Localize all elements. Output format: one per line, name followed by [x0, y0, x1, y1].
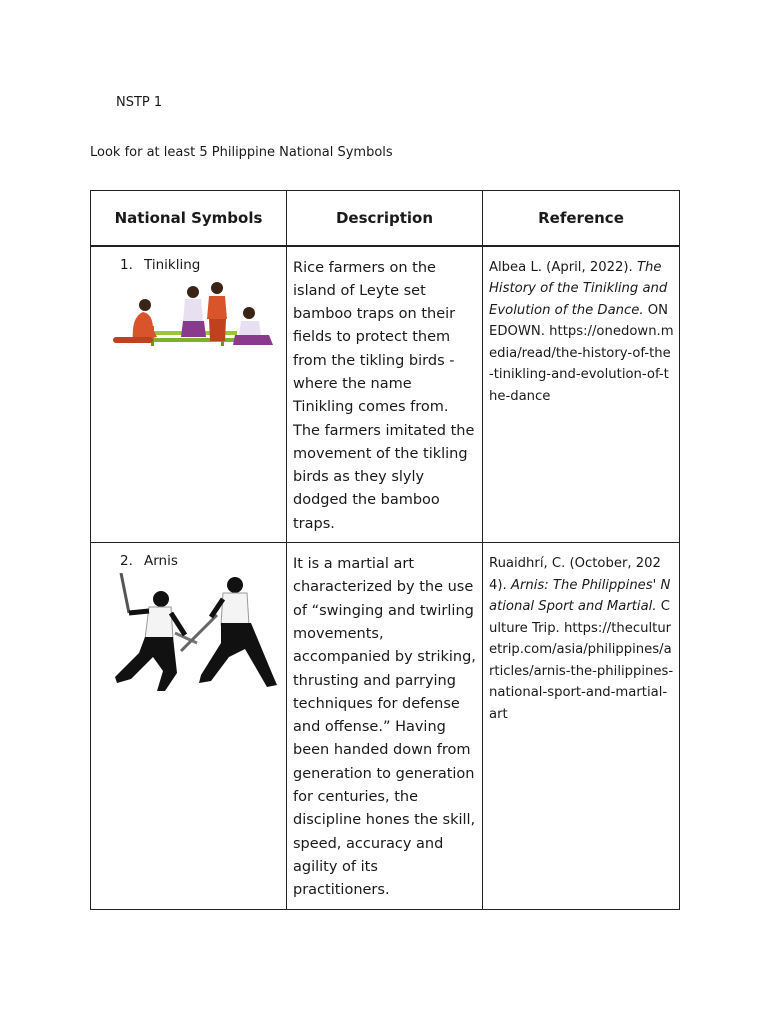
reference-author: Albea L. (April, 2022).: [489, 259, 637, 275]
arnis-fighters-illustration: [99, 573, 281, 703]
table-row: [91, 246, 680, 543]
symbol-cell: [91, 246, 287, 543]
reference-title: Arnis: [510, 577, 545, 593]
symbol-label: [91, 553, 280, 569]
symbol-cell: [91, 543, 287, 909]
tinikling-dancers-illustration: [109, 279, 274, 359]
description-cell: Rice farmers on the island of Leyte set bamboo traps on their fields to protect them from the tikling birds - where the name Tinikling comes from. The farmers imitated the movement of the tikling birds as they slyly dodged the bamboo traps.: [287, 246, 483, 543]
reference-cell: [483, 543, 680, 909]
table-header-row: [91, 191, 680, 246]
column-header-reference: Reference: [483, 191, 680, 246]
reference-publisher: ONEDOWN.: [489, 302, 669, 339]
reference-publisher: Culture Trip.: [489, 599, 670, 636]
instruction-text: Look for at least 5 Philippine National Symbols: [90, 145, 393, 160]
table-row: [91, 543, 680, 909]
symbol-number: 1.: [120, 256, 133, 273]
reference-url[interactable]: https://onedown.media/read/the-history-of-the-tinikling-and-evolution-of-the-dance: [489, 324, 674, 404]
column-header-symbols: National Symbols: [91, 191, 287, 246]
reference-title: The History of the Tinikling and Evolution of the Dance.: [489, 259, 668, 318]
national-symbols-table: [90, 190, 680, 910]
reference-author: Ruaidhrí, C. (October, 2024).: [489, 556, 661, 593]
symbol-name: Arnis: [144, 553, 178, 570]
symbol-label: [91, 257, 280, 273]
description-cell: It is a martial art characterized by the use of “swinging and twirling movements, accompanied by striking, thrusting and parrying techniques for defense and offense.” Having been handed down from generation to generation for centuries, the discipline hones the skill, speed, accuracy and agility of its practitioners.: [287, 543, 483, 909]
course-label: NSTP 1: [116, 95, 163, 110]
reference-cell: [483, 246, 680, 543]
reference-title-rest: : The Philippines' National Sport and Martial.: [489, 577, 671, 615]
column-header-description: Description: [287, 191, 483, 246]
symbol-number: 2.: [120, 553, 133, 570]
symbol-name: Tinikling: [144, 256, 201, 273]
reference-url[interactable]: https://theculturetrip.com/asia/philippines/articles/arnis-the-philippines-national-sport-and-martial-art: [489, 620, 674, 722]
